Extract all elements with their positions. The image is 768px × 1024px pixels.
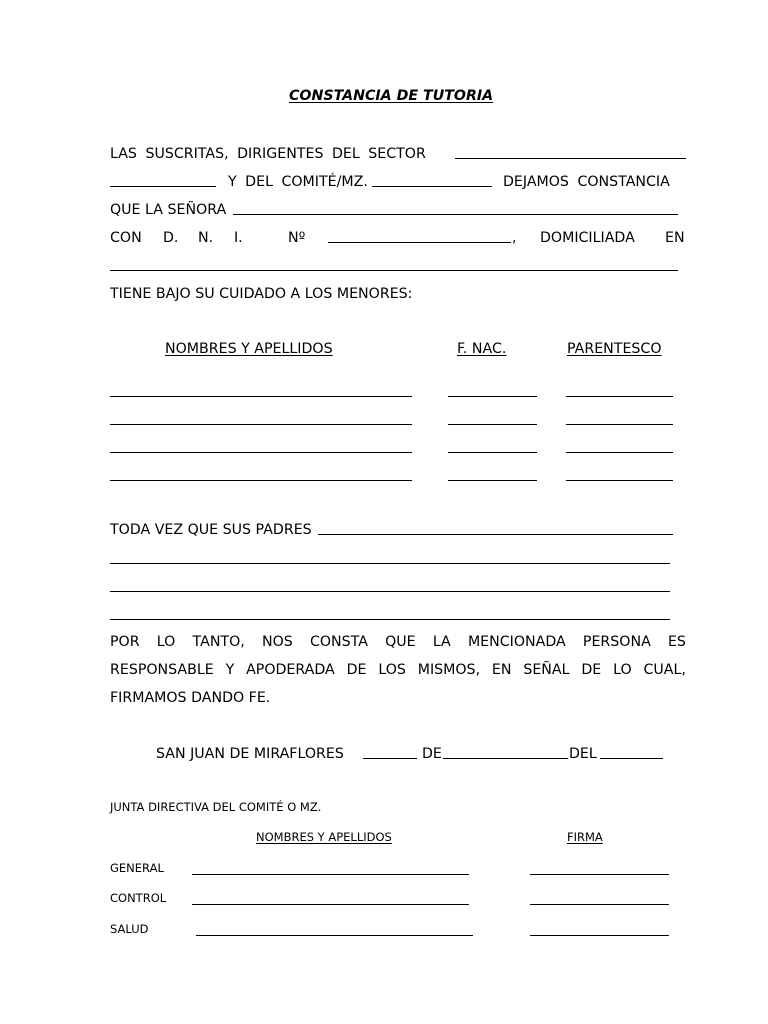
- conclusion-word: Y: [225, 662, 235, 678]
- board-title: JUNTA DIRECTIVA DEL COMITÉ O MZ.: [110, 800, 322, 814]
- relationship-blank[interactable]: [566, 480, 673, 481]
- word-domiciliada: DOMICILIADA: [540, 230, 635, 246]
- dni-blank[interactable]: [328, 242, 511, 243]
- senora-name-blank[interactable]: [233, 214, 678, 215]
- word-d: D.: [163, 230, 179, 246]
- name-blank[interactable]: [110, 452, 412, 453]
- name-blank[interactable]: [110, 424, 412, 425]
- month-blank[interactable]: [443, 758, 568, 759]
- conclusion-word: DE: [581, 662, 602, 678]
- member-name-blank[interactable]: [196, 935, 473, 936]
- conclusion-word: APODERADA: [246, 662, 335, 678]
- relationship-blank[interactable]: [566, 396, 673, 397]
- conclusion-word: LOS: [378, 662, 406, 678]
- document-title: CONSTANCIA DE TUTORIA: [289, 88, 494, 104]
- intro-line-1: LAS SUSCRITAS, DIRIGENTES DEL SECTOR: [110, 146, 426, 162]
- minors-intro: TIENE BAJO SU CUIDADO A LOS MENORES:: [110, 286, 413, 302]
- birthdate-blank[interactable]: [448, 424, 537, 425]
- intro-line-3: QUE LA SEÑORA: [110, 202, 227, 218]
- parents-blank-2[interactable]: [110, 563, 670, 564]
- conclusion-word: QUE: [385, 634, 416, 650]
- board-header-signature: FIRMA: [567, 830, 603, 844]
- dni-comma: ,: [512, 230, 517, 246]
- intro-line-2b: DEJAMOS CONSTANCIA: [503, 174, 670, 190]
- conclusion-word: TANTO,: [192, 634, 245, 650]
- conclusion-word: CUAL,: [643, 662, 686, 678]
- birthdate-blank[interactable]: [448, 452, 537, 453]
- signature-blank[interactable]: [530, 935, 669, 936]
- intro-line-2a: Y DEL COMITÉ/MZ.: [228, 174, 368, 190]
- date-place: SAN JUAN DE MIRAFLORES: [156, 746, 344, 762]
- conclusion-line-3: FIRMAMOS DANDO FE.: [110, 690, 271, 706]
- date-del: DEL: [569, 746, 597, 762]
- role-label: SALUD: [110, 922, 149, 936]
- word-numero: Nº: [288, 230, 306, 246]
- member-name-blank[interactable]: [192, 904, 469, 905]
- header-relationship: PARENTESCO: [567, 341, 662, 357]
- day-blank[interactable]: [363, 758, 417, 759]
- birthdate-blank[interactable]: [448, 480, 537, 481]
- conclusion-line-2: [110, 663, 686, 677]
- address-blank[interactable]: [110, 270, 678, 271]
- conclusion-word: POR: [110, 634, 140, 650]
- conclusion-word: PERSONA: [582, 634, 651, 650]
- conclusion-word: LO: [156, 634, 176, 650]
- conclusion-word: MENCIONADA: [467, 634, 566, 650]
- sector-blank-continued[interactable]: [110, 186, 216, 187]
- birthdate-blank[interactable]: [448, 396, 537, 397]
- conclusion-word: ES: [667, 634, 686, 650]
- header-birthdate: F. NAC.: [457, 341, 507, 357]
- sector-blank[interactable]: [455, 158, 686, 159]
- parents-label: TODA VEZ QUE SUS PADRES: [110, 522, 312, 538]
- conclusion-word: NOS: [261, 634, 293, 650]
- name-blank[interactable]: [110, 396, 412, 397]
- parents-blank-4[interactable]: [110, 619, 670, 620]
- member-name-blank[interactable]: [192, 874, 469, 875]
- conclusion-word: DE: [346, 662, 367, 678]
- role-label: GENERAL: [110, 861, 164, 875]
- parents-blank-1[interactable]: [318, 534, 673, 535]
- word-en: EN: [665, 230, 685, 246]
- conclusion-line-1: [110, 635, 686, 649]
- conclusion-word: LO: [613, 662, 632, 678]
- relationship-blank[interactable]: [566, 452, 673, 453]
- role-label: CONTROL: [110, 891, 167, 905]
- conclusion-word: LA: [432, 634, 451, 650]
- signature-blank[interactable]: [530, 874, 669, 875]
- header-names: NOMBRES Y APELLIDOS: [165, 341, 333, 357]
- signature-blank[interactable]: [530, 904, 669, 905]
- comite-mz-blank[interactable]: [372, 186, 492, 187]
- board-header-names: NOMBRES Y APELLIDOS: [256, 830, 392, 844]
- parents-blank-3[interactable]: [110, 591, 670, 592]
- relationship-blank[interactable]: [566, 424, 673, 425]
- word-con: CON: [110, 230, 142, 246]
- conclusion-word: EN: [491, 662, 512, 678]
- year-blank[interactable]: [600, 758, 663, 759]
- conclusion-word: CONSTA: [309, 634, 368, 650]
- conclusion-word: SEÑAL: [523, 662, 570, 678]
- word-i: I.: [234, 230, 243, 246]
- conclusion-word: RESPONSABLE: [110, 662, 214, 678]
- word-n: N.: [198, 230, 214, 246]
- date-de: DE: [422, 746, 442, 762]
- name-blank[interactable]: [110, 480, 412, 481]
- conclusion-word: MISMOS,: [417, 662, 481, 678]
